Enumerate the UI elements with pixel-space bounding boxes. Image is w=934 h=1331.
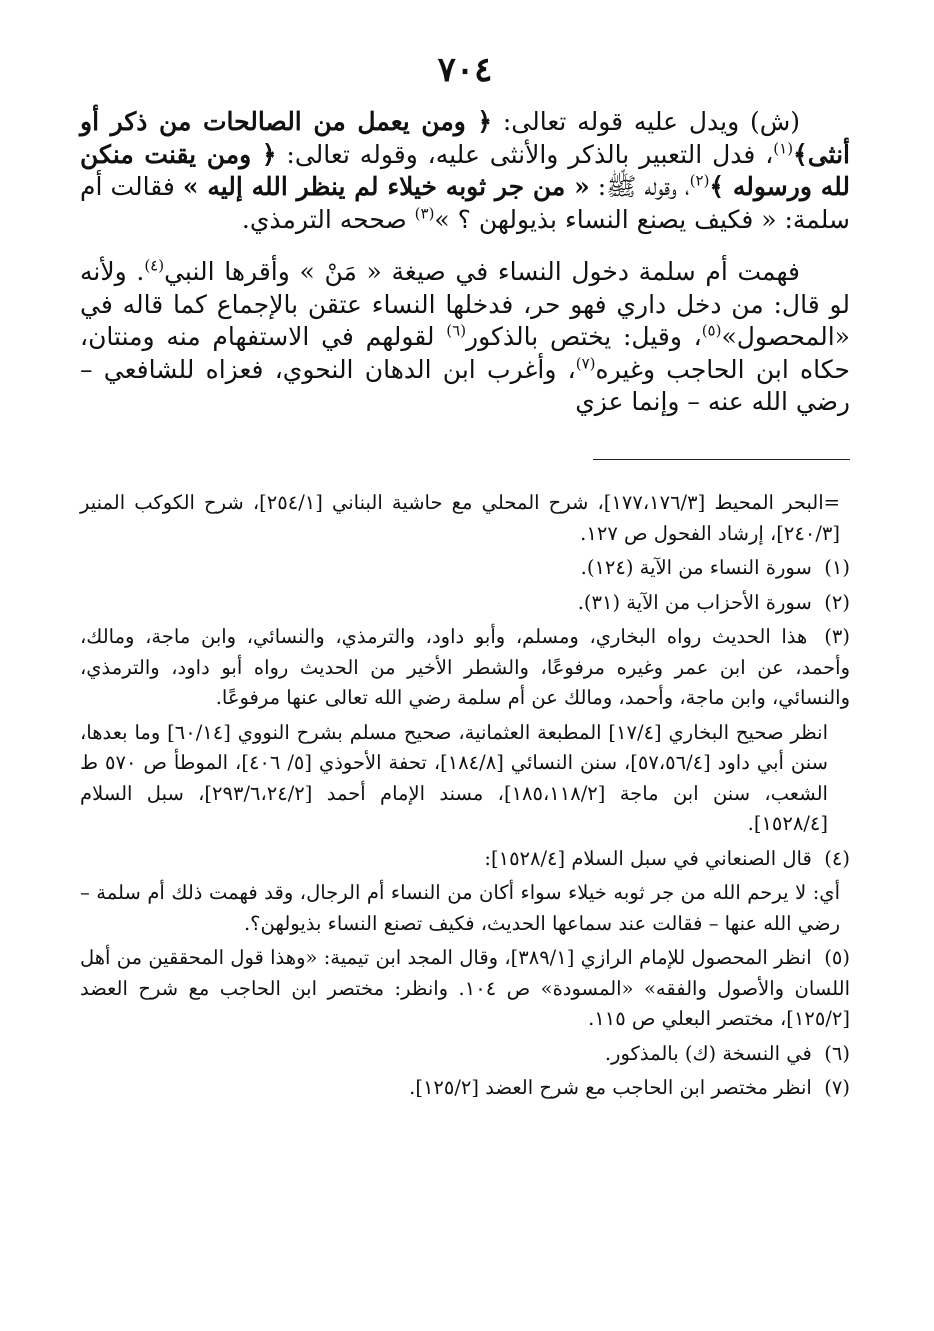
text-segment: صححه الترمذي. — [241, 204, 415, 234]
page-number: ٧٠٤ — [437, 50, 493, 90]
text-segment: ، وقيل: يختص بالذكور — [466, 322, 702, 351]
text-segment: (ش) ويدل عليه قوله تعالى: — [492, 107, 800, 136]
footnote-ref: (٣) — [414, 204, 435, 223]
footnote-ref: (٢) — [689, 171, 710, 190]
footnote-text: سورة الأحزاب من الآية (٣١). — [577, 590, 812, 614]
footnote-number: (٦) — [824, 1041, 850, 1065]
footnote-continuation: =البحر المحيط [١٧٧،١٧٦/٣]، شرح المحلي مع حاشية البناني [٢٥٤/١]، شرح الكوكب المنير [٢٤٠/٣]، إرشاد الفحول ص ١٢٧. — [80, 491, 841, 545]
footnote-text: هذا الحديث رواه البخاري، ومسلم، وأبو داود، والترمذي، والنسائي، وابن ماجة، ومالك، وأحمد، عن ابن عمر وغيره مرفوعًا، والشطر الأخير من الحديث رواه أبو داود، والترمذي، والنسائي، وابن ماجة، وأحمد، ومالك عن أم سلمة رضي الله تعالى عنها مرفوعًا. — [80, 625, 850, 709]
footnote-number: (٥) — [824, 946, 850, 969]
footnote-number: (٣) — [824, 625, 850, 648]
footnote-2 — [80, 588, 850, 619]
text-segment: لقولهم في الاستفهام منه ومنتان، حكاه ابن الحاجب وغيره — [80, 322, 850, 384]
hadith-quote: « من جر ثوبه خيلاء لم ينظر الله إليه » — [182, 172, 590, 201]
document-page — [80, 0, 850, 1331]
footnote-1 — [80, 553, 850, 584]
footnotes — [80, 488, 850, 1104]
text-segment: فقالت أم سلمة: « فكيف يصنع النساء بذيولهن ؟ » — [80, 172, 850, 234]
footnote-number: (٤) — [824, 846, 850, 870]
footnote-ref: (٦) — [446, 321, 467, 340]
footnote-ref: (٥) — [701, 321, 722, 340]
footnote-text: قال الصنعاني في سبل السلام [١٥٢٨/٤]: — [484, 846, 812, 870]
text-segment: ، فدل التعبير بالذكر والأنثى عليه، وقوله تعالى: — [276, 139, 774, 169]
footnote-text: في النسخة (ك) بالمذكور. — [604, 1041, 812, 1065]
main-paragraph-2 — [80, 256, 850, 419]
footnote-subparagraph: أي: لا يرحم الله من جر ثوبه خيلاء سواء أكان من النساء أم الرجال، وقد فهمت ذلك أم سلمة – رضي الله عنها – فقالت عند سماعها الحديث، فكيف تصنع النساء بذيولهن؟. — [80, 881, 840, 935]
footnote-6 — [80, 1039, 850, 1070]
footnote-text: انظر المحصول للإمام الرازي [٣٨٩/١]، وقال المجد ابن تيمية: «وهذا قول المحققين من أهل اللسان والأصول والفقه» «المسودة» ص ١٠٤. وانظر: مختصر ابن الحاجب مع شرح العضد [١٢٥/٢]، مختصر البعلي ص ١١٥. — [80, 946, 850, 1030]
footnote-number: (١) — [824, 556, 850, 579]
text-segment: ، وأغرب ابن الدهان النحوي، فعزاه للشافعي – رضي الله عنه – وإنما عزي — [80, 354, 850, 416]
main-paragraph-1 — [80, 106, 850, 236]
footnote-text: سورة النساء من الآية (١٢٤). — [580, 556, 812, 579]
footnote-3 — [80, 622, 850, 840]
quran-quote: ﴿ ومن يقنت منكن لله ورسوله ﴾ — [80, 139, 850, 201]
quran-quote: ﴿ ومن يعمل من الصالحات من ذكر أو أنثى﴾ — [80, 107, 850, 169]
footnote-number: (٧) — [824, 1076, 850, 1099]
text-segment: ، وقوله ﷺ: — [589, 172, 690, 201]
main-text — [80, 106, 850, 419]
footnote-separator — [593, 459, 850, 460]
text-segment: . ولأنه لو قال: من دخل داري فهو حر، فدخلها النساء عتقن بالإجماع كما قاله في «المحصول» — [80, 257, 850, 351]
footnote-ref: (١) — [773, 139, 794, 158]
footnote-text: انظر مختصر ابن الحاجب مع شرح العضد [١٢٥/٢]. — [409, 1076, 812, 1099]
text-segment: فهمت أم سلمة دخول النساء في صيغة « مَنْ » وأقرها النبي — [164, 257, 800, 286]
footnote-subparagraph: انظر صحيح البخاري [١٧/٤] المطبعة العثمانية، صحيح مسلم بشرح النووي [٦٠/١٤] وما بعدها، سنن أبي داود [٥٧،٥٦/٤]، سنن النسائي [١٨٤/٨]، تحفة الأحوذي [٥/ ٤٠٦]، الموطأ ص ٥٧٠ ط الشعب، سنن ابن ماجة [١٨٥،١١٨/٢]، مسند الإمام أحمد [٢٩٣/٦،٢٤/٢]، سبل السلام [١٥٢٨/٤]. — [80, 720, 828, 835]
footnote-7 — [80, 1073, 850, 1104]
footnote-ref: (٧) — [575, 354, 596, 373]
footnote-5 — [80, 943, 850, 1035]
footnote-ref: (٤) — [144, 256, 165, 275]
footnote-4 — [80, 844, 850, 940]
footnote-number: (٢) — [824, 590, 850, 614]
